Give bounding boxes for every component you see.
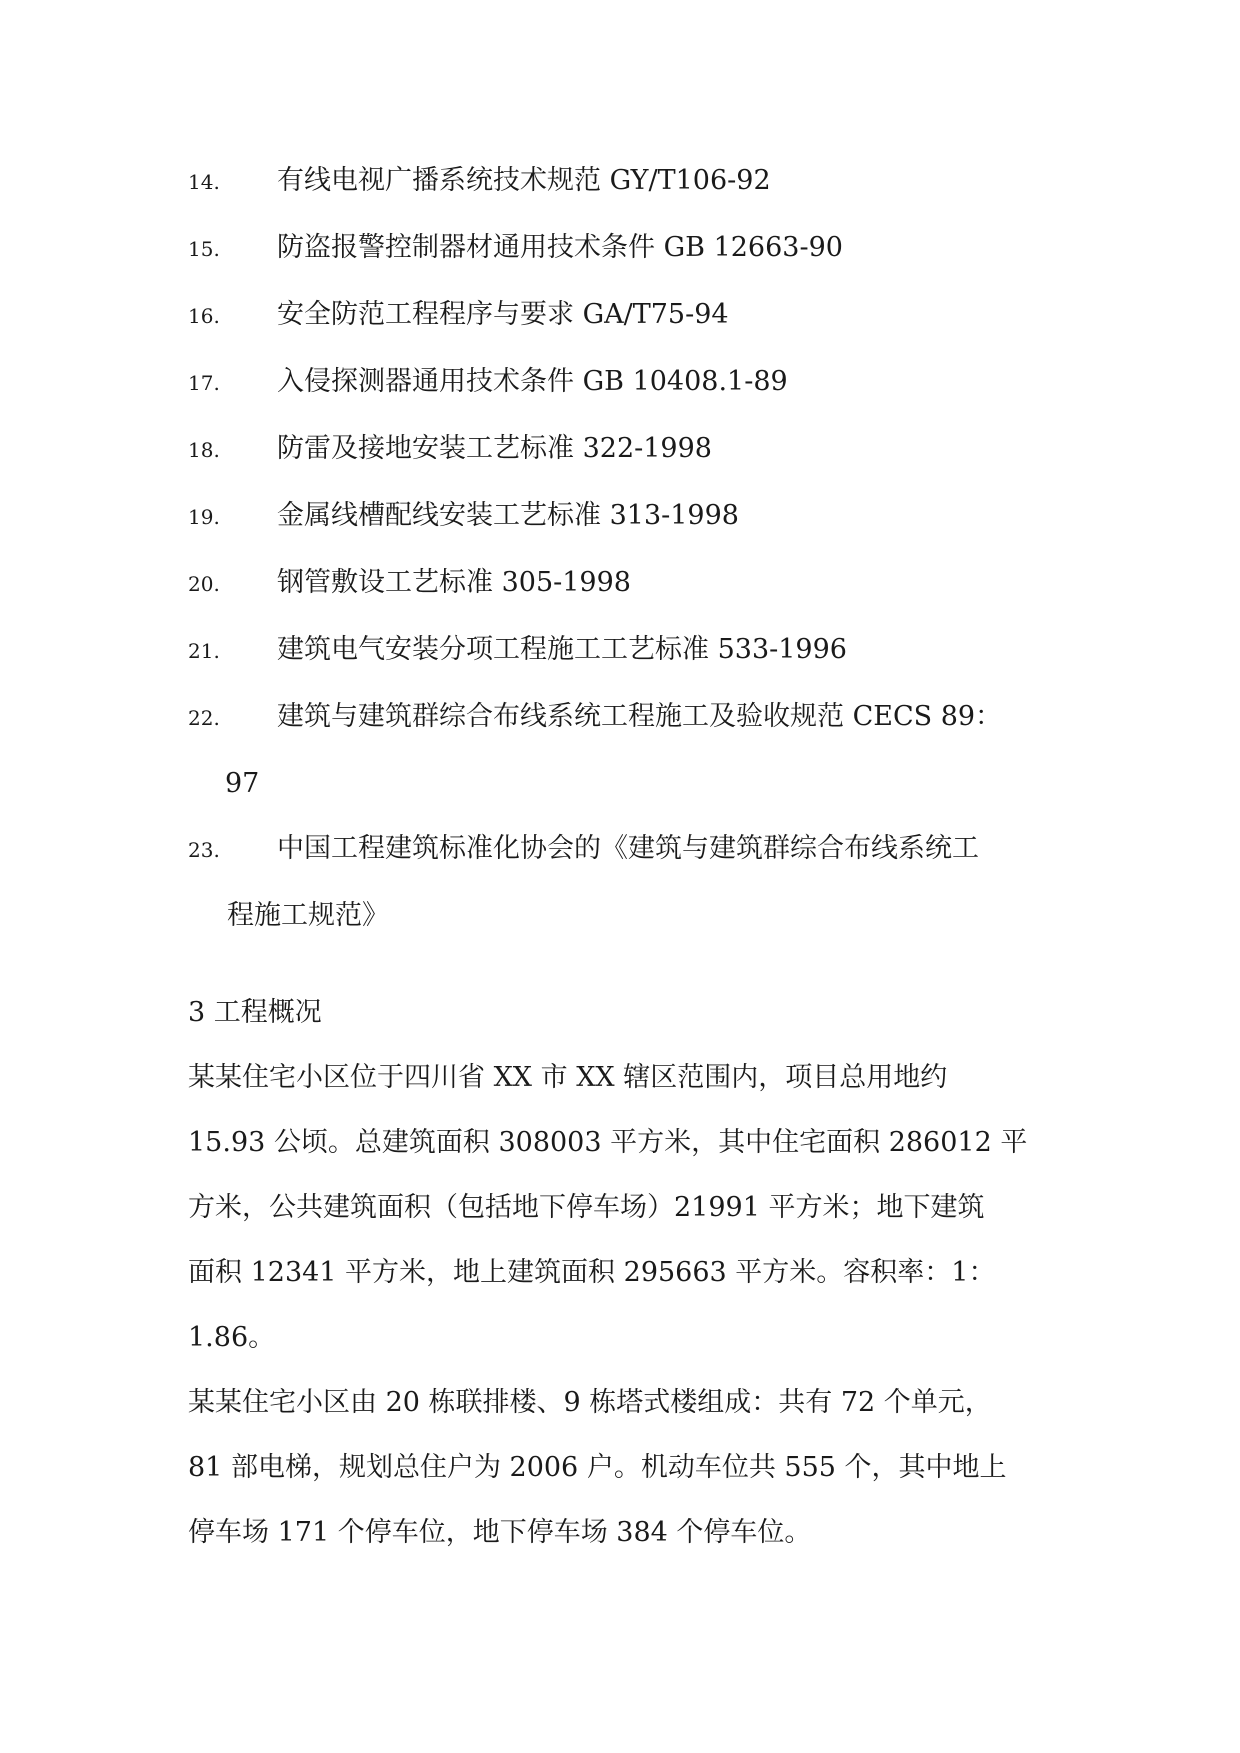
reference-number: 15.: [188, 237, 220, 261]
reference-item-20: [188, 550, 1068, 617]
reference-text: 安全防范工程程序与要求 GA/T75-94: [277, 299, 729, 330]
reference-item-14: [188, 148, 1068, 215]
reference-text: 防雷及接地安装工艺标准 322-1998: [277, 433, 712, 464]
paragraph-buildings-parking: [188, 1370, 1068, 1565]
reference-text: 金属线槽配线安装工艺标准 313-1998: [277, 500, 739, 531]
reference-continuation: 程施工规范》: [227, 900, 389, 931]
section-title: 3 工程概况: [188, 997, 322, 1028]
reference-number: 14.: [188, 170, 220, 194]
reference-text: 防盗报警控制器材通用技术条件 GB 12663-90: [277, 232, 843, 263]
reference-text: 建筑电气安装分项工程施工工艺标准 533-1996: [277, 634, 847, 665]
paragraph-line: 某某住宅小区由 20 栋联排楼、9 栋塔式楼组成：共有 72 个单元，: [188, 1387, 992, 1418]
reference-item-15: [188, 215, 1068, 282]
reference-text: 钢管敷设工艺标准 305-1998: [277, 567, 631, 598]
paragraph-line: 15.93 公顷。总建筑面积 308003 平方米，其中住宅面积 286012 平: [188, 1127, 1028, 1158]
reference-item-21: [188, 617, 1068, 684]
reference-number: 17.: [188, 371, 220, 395]
paragraph-line: 某某住宅小区位于四川省 XX 市 XX 辖区范围内，项目总用地约: [188, 1062, 948, 1093]
paragraph-line: 停车场 171 个停车位，地下停车场 384 个停车位。: [188, 1517, 812, 1548]
reference-number: 16.: [188, 304, 220, 328]
reference-text: 入侵探测器通用技术条件 GB 10408.1-89: [277, 366, 788, 397]
reference-number: 23.: [188, 838, 220, 862]
reference-number: 20.: [188, 572, 220, 596]
paragraph-line: 面积 12341 平方米，地上建筑面积 295663 平方米。容积率：1：: [188, 1257, 996, 1288]
reference-item-19: [188, 483, 1068, 550]
reference-item-17: [188, 349, 1068, 416]
paragraph-line: 方米，公共建筑面积（包括地下停车场）21991 平方米；地下建筑: [188, 1192, 985, 1223]
project-overview-section: [188, 980, 1068, 1565]
reference-text: 中国工程建筑标准化协会的《建筑与建筑群综合布线系统工: [277, 833, 979, 864]
reference-number: 22.: [188, 706, 220, 730]
reference-text: 建筑与建筑群综合布线系统工程施工及验收规范 CECS 89：: [277, 701, 1003, 732]
paragraph-line: 81 部电梯，规划总住户为 2006 户。机动车位共 555 个，其中地上: [188, 1452, 1007, 1483]
reference-item-18: [188, 416, 1068, 483]
reference-text: 有线电视广播系统技术规范 GY/T106-92: [277, 165, 771, 196]
reference-number: 18.: [188, 438, 220, 462]
reference-number: 21.: [188, 639, 220, 663]
reference-continuation: 97: [225, 768, 260, 799]
reference-item-23: [188, 816, 1068, 883]
paragraph-line: 1.86。: [188, 1322, 276, 1353]
paragraph-location-area: [188, 1045, 1068, 1370]
reference-item-16: [188, 282, 1068, 349]
reference-list: [188, 148, 1068, 948]
reference-number: 19.: [188, 505, 220, 529]
reference-item-22: [188, 684, 1068, 751]
